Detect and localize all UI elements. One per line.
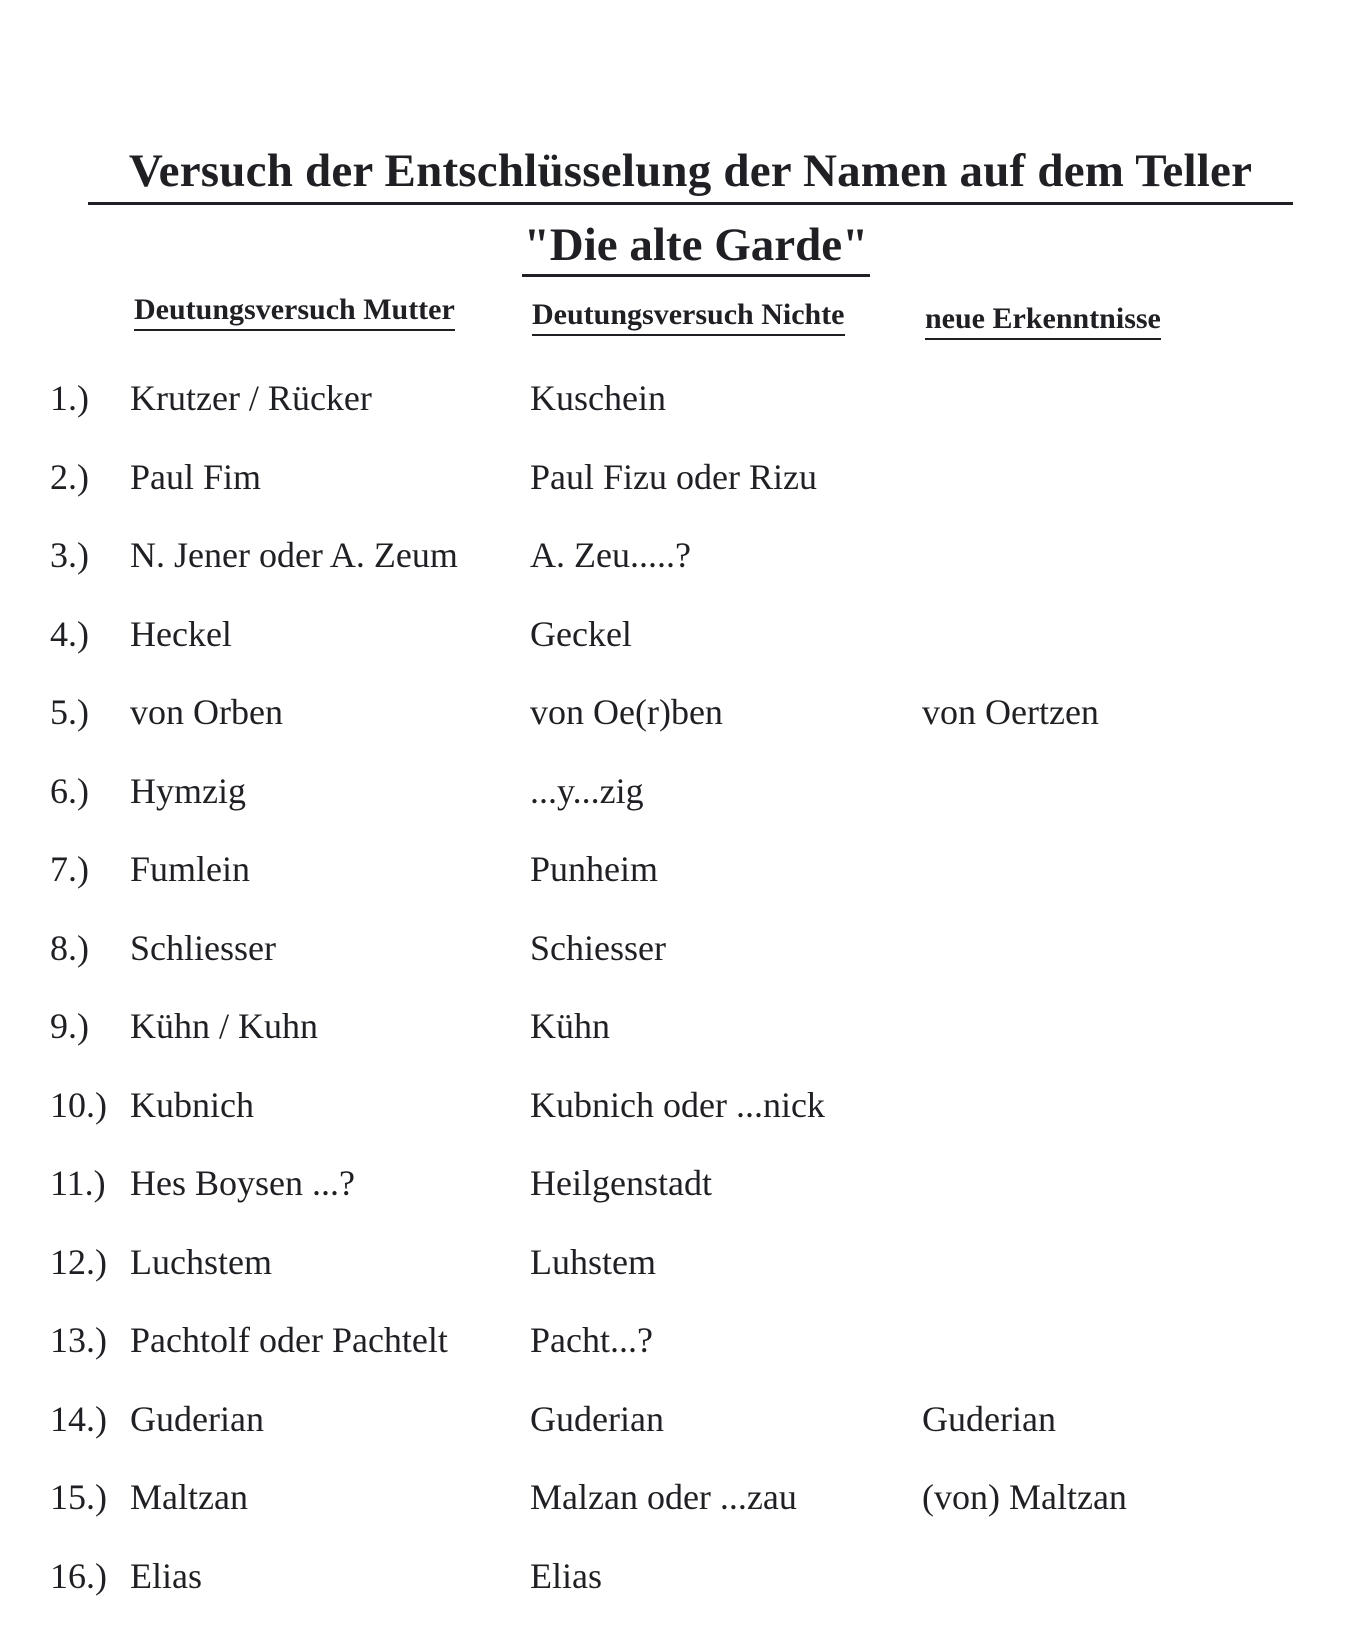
cell-mutter: Luchstem (130, 1241, 272, 1282)
table-row (0, 530, 1346, 580)
row-number: 16.) (50, 1555, 107, 1596)
document-subtitle-text: "Die alte Garde" (522, 220, 871, 277)
cell-mutter: Pachtolf oder Pachtelt (130, 1320, 448, 1360)
row-number: 3.) (50, 535, 89, 575)
row-number: 4.) (50, 613, 89, 654)
cell-nichte: Kuschein (530, 378, 666, 418)
cell-neu: (von) Maltzan (922, 1477, 1127, 1517)
cell-mutter: Kubnich (130, 1084, 254, 1125)
cell-nichte: ...y...zig (530, 770, 644, 811)
table-row (0, 1472, 1346, 1522)
table-row (0, 452, 1346, 502)
column-header-mutter: Deutungsversuch Mutter (134, 293, 455, 331)
cell-nichte: Geckel (530, 613, 632, 654)
row-number: 12.) (50, 1241, 107, 1282)
cell-mutter: N. Jener oder A. Zeum (130, 535, 458, 575)
row-number: 7.) (50, 849, 89, 889)
cell-nichte: Kubnich oder ...nick (530, 1084, 825, 1125)
cell-nichte: A. Zeu.....? (530, 535, 691, 575)
cell-mutter: Fumlein (130, 849, 251, 889)
cell-nichte: Elias (530, 1555, 602, 1596)
cell-mutter: Hymzig (130, 770, 246, 811)
table-row (0, 923, 1346, 973)
row-number: 15.) (50, 1477, 107, 1517)
table-row (0, 1080, 1346, 1130)
table-row (0, 766, 1346, 816)
cell-neu: Guderian (922, 1398, 1056, 1439)
table-row (0, 1315, 1346, 1365)
row-number: 11.) (50, 1163, 106, 1203)
table-row (0, 1394, 1346, 1444)
row-number: 1.) (50, 378, 89, 418)
cell-mutter: Maltzan (130, 1477, 248, 1517)
cell-mutter: von Orben (130, 692, 283, 732)
row-number: 2.) (50, 456, 89, 497)
cell-mutter: Elias (130, 1555, 202, 1596)
table-row (0, 609, 1346, 659)
table-row (0, 687, 1346, 737)
cell-nichte: Pacht...? (530, 1320, 653, 1360)
row-number: 5.) (50, 692, 89, 732)
row-number: 14.) (50, 1398, 107, 1439)
document-subtitle (0, 220, 1346, 277)
cell-mutter: Hes Boysen ...? (130, 1163, 355, 1203)
table-row (0, 1237, 1346, 1287)
cell-mutter: Schliesser (130, 927, 276, 968)
column-header-nichte: Deutungsversuch Nichte (532, 298, 845, 336)
document-title: Versuch der Entschlüsselung der Namen auf dem Teller (88, 140, 1293, 205)
cell-mutter: Paul Fim (130, 456, 262, 497)
cell-nichte: Schiesser (530, 927, 666, 968)
cell-nichte: Punheim (530, 849, 659, 889)
table-row (0, 373, 1346, 423)
cell-nichte: Paul Fizu oder Rizu (530, 456, 817, 497)
row-number: 10.) (50, 1084, 107, 1125)
cell-nichte: Kühn (530, 1006, 610, 1046)
cell-nichte: Heilgenstadt (530, 1163, 712, 1203)
row-number: 6.) (50, 770, 89, 811)
cell-nichte: Guderian (530, 1398, 664, 1439)
table-row (0, 1001, 1346, 1051)
cell-neu: von Oertzen (922, 692, 1099, 732)
table-row (0, 1158, 1346, 1208)
table-row (0, 844, 1346, 894)
row-number: 9.) (50, 1006, 89, 1046)
cell-nichte: von Oe(r)ben (530, 692, 723, 732)
cell-mutter: Kühn / Kuhn (130, 1006, 318, 1046)
column-header-neu: neue Erkenntnisse (925, 302, 1161, 340)
cell-mutter: Guderian (130, 1398, 264, 1439)
cell-nichte: Malzan oder ...zau (530, 1477, 797, 1517)
row-number: 13.) (50, 1320, 107, 1360)
table-row (0, 1551, 1346, 1601)
row-number: 8.) (50, 927, 89, 968)
cell-mutter: Krutzer / Rücker (130, 378, 372, 418)
cell-nichte: Luhstem (530, 1241, 656, 1282)
cell-mutter: Heckel (130, 613, 232, 654)
